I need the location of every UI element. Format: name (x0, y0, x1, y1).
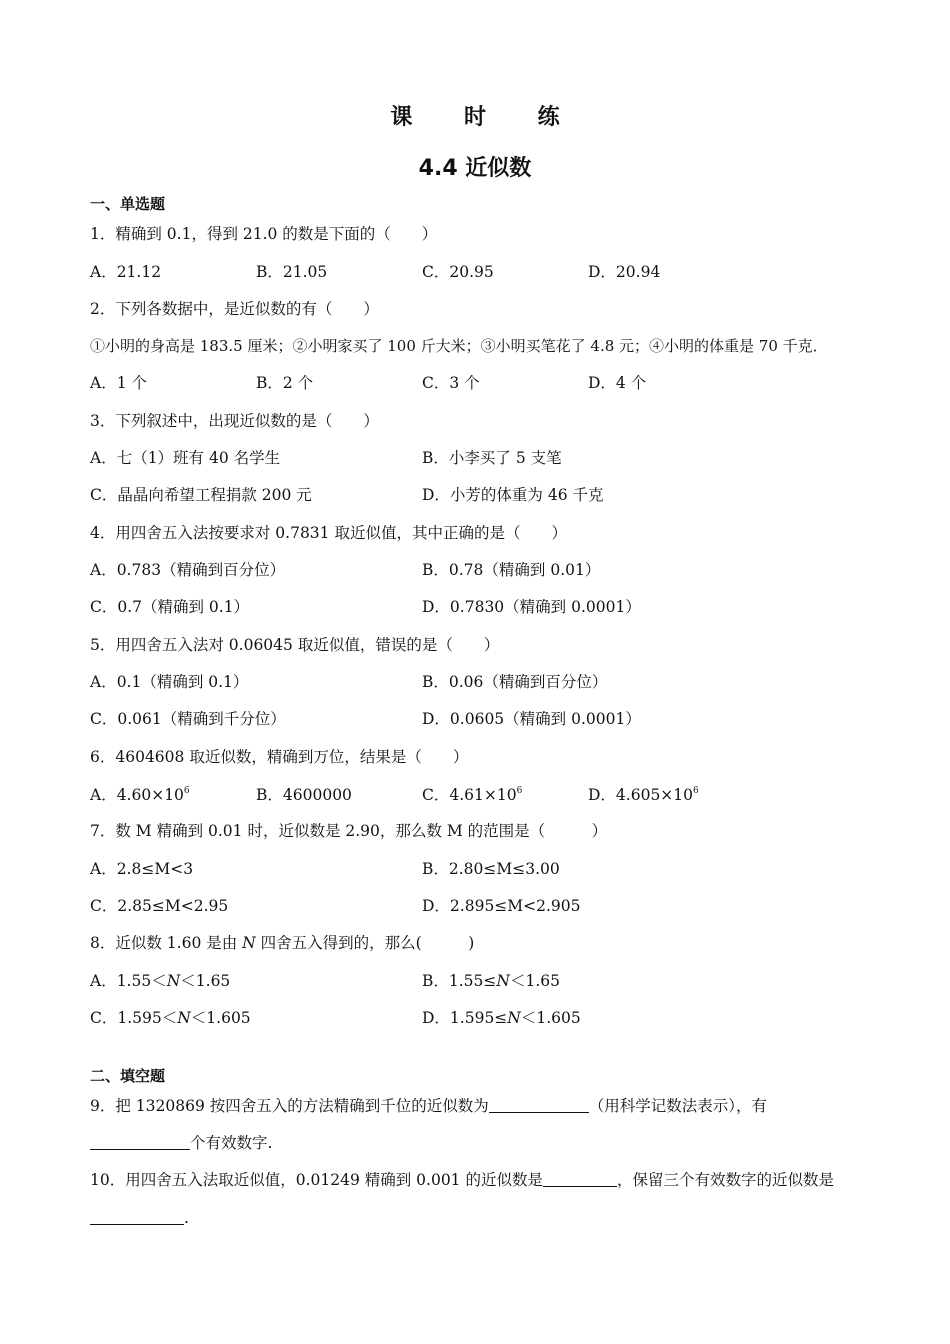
answer-blank[interactable] (489, 1098, 589, 1113)
question-10-line-1: 10．用四舍五入法取近似值，0.01249 精确到 0.001 的近似数是 ，保留三个有效数字的近似数是 (90, 1171, 834, 1189)
q8-option-b: B．1.55≤N＜1.65 (422, 972, 560, 990)
q3-option-a: A．七（1）班有 40 名学生 (90, 449, 281, 467)
q6-option-a: A．$4.60\times 10^6$ (90, 786, 190, 804)
answer-blank[interactable] (90, 1210, 184, 1225)
q6-option-c: C．$4.61\times 10^6$ (422, 786, 523, 804)
q1-option-d: D．20.94 (588, 263, 661, 281)
q2-option-a: A．1 个 (90, 374, 147, 392)
page-title: 课 时 练 (390, 105, 582, 130)
q7-option-d: D．2.895≤M<2.905 (422, 897, 581, 915)
question-1-stem: 1．精确到 0.1，得到 21.0 的数是下面的（ ） (90, 225, 438, 243)
q7-option-a: A．2.8≤M<3 (90, 860, 194, 878)
question-9-line-2: 个有效数字. (90, 1133, 272, 1153)
q7-option-b: B．2.80≤M≤3.00 (422, 860, 560, 878)
question-5-stem: 5．用四舍五入法对 0.06045 取近似值，错误的是（ ） (90, 636, 500, 654)
question-4-stem: 4．用四舍五入法按要求对 0.7831 取近似值，其中正确的是（ ） (90, 524, 567, 542)
section-heading-fill: 二、填空题 (90, 1067, 166, 1085)
q1-option-a: A．21.12 (90, 263, 162, 281)
question-9-line-1: 9．把 1320869 按四舍五入的方法精确到千位的近似数为 （用科学记数法表示），有 (90, 1097, 768, 1115)
q3-option-c: C．晶晶向希望工程捐款 200 元 (90, 486, 312, 504)
q4-option-b: B．0.78（精确到 0.01） (422, 561, 601, 579)
question-6-stem: 6．4604608 取近似数，精确到万位，结果是（ ） (90, 748, 469, 766)
question-2-detail: ①小明的身高是 183.5 厘米；②小明家买了 100 斤大米；③小明买笔花了 4.8 元；④小明的体重是 70 千克． (90, 337, 828, 355)
answer-blank[interactable] (90, 1135, 190, 1150)
question-7-stem: 7．数 M 精确到 0.01 时，近似数是 2.90，那么数 M 的范围是（ ） (90, 822, 608, 840)
question-8-stem: 8．近似数 1.60 是由 N 四舍五入得到的，那么( ) (90, 934, 475, 952)
q5-option-b: B．0.06（精确到百分位） (422, 673, 608, 691)
q5-option-a: A．0.1（精确到 0.1） (90, 673, 249, 691)
q3-option-d: D．小芳的体重为 46 千克 (422, 486, 604, 504)
q5-option-d: D．0.0605（精确到 0.0001） (422, 710, 641, 728)
question-3-stem: 3．下列叙述中，出现近似数的是（ ） (90, 412, 379, 430)
q2-option-b: B．2 个 (256, 374, 314, 392)
q8-option-a: A．1.55＜N＜1.65 (90, 972, 231, 990)
q6-option-b: B．4600000 (256, 786, 352, 804)
q8-option-c: C．1.595＜N＜1.605 (90, 1009, 251, 1027)
q3-option-b: B．小李买了 5 支笔 (422, 449, 562, 467)
q7-option-c: C．2.85≤M<2.95 (90, 897, 229, 915)
q1-option-c: C．20.95 (422, 263, 494, 281)
question-2-stem: 2．下列各数据中，是近似数的有（ ） (90, 300, 379, 318)
q2-option-d: D．4 个 (588, 374, 647, 392)
page-subtitle: 4.4 近似数 (418, 156, 532, 181)
section-heading-choice: 一、单选题 (90, 195, 166, 213)
question-10-line-2: . (90, 1208, 189, 1228)
q4-option-a: A．0.783（精确到百分位） (90, 561, 286, 579)
q5-option-c: C．0.061（精确到千分位） (90, 710, 286, 728)
q4-option-d: D．0.7830（精确到 0.0001） (422, 598, 641, 616)
q1-option-b: B．21.05 (256, 263, 328, 281)
q2-option-c: C．3 个 (422, 374, 480, 392)
answer-blank[interactable] (543, 1172, 617, 1187)
q6-option-d: D．$4.605\times 10^6$ (588, 786, 699, 804)
q8-option-d: D．1.595≤N＜1.605 (422, 1009, 581, 1027)
q4-option-c: C．0.7（精确到 0.1） (90, 598, 250, 616)
